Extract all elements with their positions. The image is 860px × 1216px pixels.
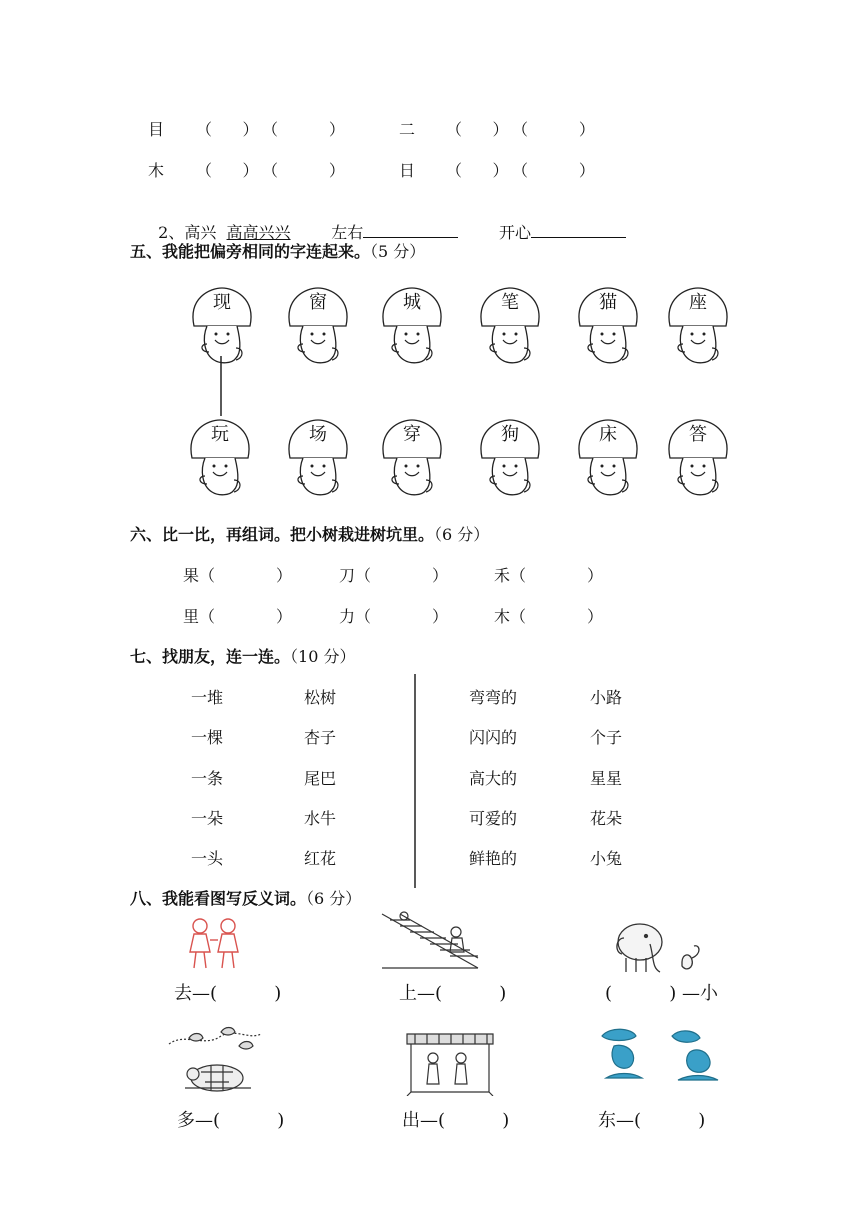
sec6-item[interactable]: 木（ ） xyxy=(494,607,604,626)
sec6-item[interactable]: 里（ ） xyxy=(183,607,293,626)
sec4-paren: （ ） xyxy=(262,161,345,180)
mushroom-char[interactable]: 穿 xyxy=(403,424,421,445)
match-word[interactable]: 可爱的 xyxy=(469,809,518,828)
elephant-squirrel-picture xyxy=(610,914,705,976)
sec6-title: 六、比一比，再组词。把小树栽进树坑里。 xyxy=(130,525,435,544)
sec6-item[interactable]: 果（ ） xyxy=(183,566,293,585)
children-walking-picture xyxy=(180,914,250,974)
mushroom-char[interactable]: 城 xyxy=(403,292,421,313)
sec4-paren: （ ） xyxy=(512,120,595,139)
mushroom-char[interactable]: 猫 xyxy=(599,292,617,313)
sec4-char: 日 xyxy=(399,161,416,180)
sec4-paren: （ ） xyxy=(446,161,509,180)
stairs-picture xyxy=(380,910,480,972)
sec7-heading xyxy=(130,647,355,667)
match-word[interactable]: 闪闪的 xyxy=(469,728,518,747)
mushroom-bottom-row xyxy=(191,420,727,495)
mushroom-char[interactable]: 现 xyxy=(213,292,231,313)
q2-word2: 开心 xyxy=(498,223,531,242)
sec8-score: （6 分） xyxy=(306,889,362,908)
sec5-score: （5 分） xyxy=(370,242,426,261)
antonym-item[interactable]: 东—( ) xyxy=(598,1110,706,1131)
mushroom-char[interactable]: 笔 xyxy=(501,292,519,313)
q2-example: 高高兴兴 xyxy=(226,223,291,242)
sec8-title: 八、我能看图写反义词。 xyxy=(130,889,307,908)
sec4-paren: （ ） xyxy=(446,120,509,139)
match-word[interactable]: 水牛 xyxy=(304,809,337,828)
q2-word1: 左右 xyxy=(331,223,364,242)
match-word[interactable]: 小路 xyxy=(590,688,623,707)
sec6-heading xyxy=(130,525,489,545)
sec4-paren: （ ） xyxy=(196,161,259,180)
roosters-picture xyxy=(592,1022,722,1086)
antonym-item[interactable]: ( ) —小 xyxy=(605,983,718,1004)
mushroom-char[interactable]: 答 xyxy=(689,424,707,445)
sec4-char: 二 xyxy=(399,120,416,139)
birds-turtle-picture xyxy=(165,1022,265,1098)
mushroom-top-row xyxy=(193,288,727,363)
shop-door-picture xyxy=(405,1030,495,1096)
match-word[interactable]: 弯弯的 xyxy=(469,688,518,707)
match-word[interactable]: 一头 xyxy=(191,849,224,868)
mushroom-char[interactable]: 狗 xyxy=(501,424,519,445)
sec6-item[interactable]: 力（ ） xyxy=(339,607,449,626)
match-word[interactable]: 个子 xyxy=(590,728,623,747)
sec6-item[interactable]: 刀（ ） xyxy=(339,566,449,585)
match-word[interactable]: 一棵 xyxy=(191,728,224,747)
sec4-paren: （ ） xyxy=(262,120,345,139)
match-word[interactable]: 杏子 xyxy=(304,728,337,747)
mushroom-char[interactable]: 场 xyxy=(309,424,327,445)
sec4-char: 木 xyxy=(148,161,165,180)
sec5-title: 五、我能把偏旁相同的字连起来。 xyxy=(130,242,371,261)
match-word[interactable]: 一条 xyxy=(191,769,224,788)
match-word[interactable]: 小兔 xyxy=(590,849,623,868)
sec8-heading xyxy=(130,889,361,909)
antonym-item[interactable]: 出—( ) xyxy=(402,1110,510,1131)
sec4-char: 目 xyxy=(148,120,165,139)
sec4-paren: （ ） xyxy=(512,161,595,180)
antonym-item[interactable]: 多—( ) xyxy=(177,1110,285,1131)
sec4-paren: （ ） xyxy=(196,120,259,139)
antonym-item[interactable]: 上—( ) xyxy=(399,983,507,1004)
mushroom-char[interactable]: 座 xyxy=(689,292,707,313)
match-word[interactable]: 花朵 xyxy=(590,809,623,828)
match-word[interactable]: 一堆 xyxy=(191,688,224,707)
sec6-score: （6 分） xyxy=(434,525,490,544)
match-word[interactable]: 星星 xyxy=(590,769,623,788)
match-word[interactable]: 一朵 xyxy=(191,809,224,828)
sec6-item[interactable]: 禾（ ） xyxy=(494,566,604,585)
q2-label: 2、高兴 xyxy=(158,223,217,242)
match-word[interactable]: 松树 xyxy=(304,688,337,707)
match-word[interactable]: 红花 xyxy=(304,849,337,868)
sec7-score: （10 分） xyxy=(290,647,356,666)
sec7-title: 七、找朋友，连一连。 xyxy=(130,647,291,666)
mushroom-char[interactable]: 玩 xyxy=(211,424,229,445)
antonym-item[interactable]: 去—( ) xyxy=(174,983,282,1004)
match-word[interactable]: 高大的 xyxy=(469,769,518,788)
match-word[interactable]: 鲜艳的 xyxy=(469,849,518,868)
match-word[interactable]: 尾巴 xyxy=(304,769,337,788)
mushroom-char[interactable]: 床 xyxy=(599,424,617,445)
mushroom-char[interactable]: 窗 xyxy=(309,292,327,313)
